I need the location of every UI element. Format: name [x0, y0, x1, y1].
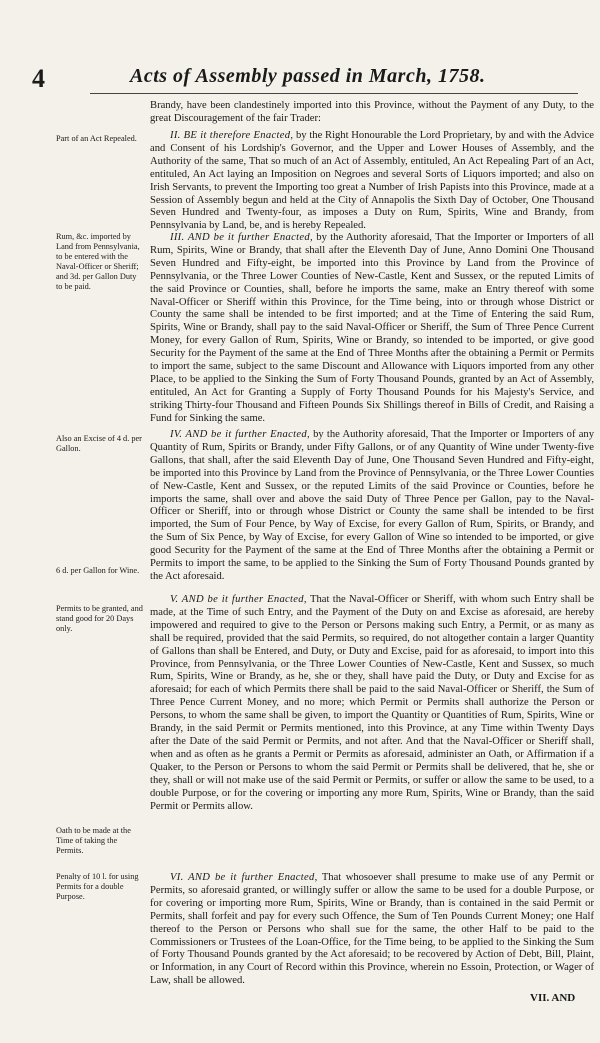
paragraph-text: by the Authority aforesaid, That the Importer or Importers of all Rum, Spirits, Wine or Brandy, that shall after the Eleventh Day of June, Anno Domini One Thousand Seven Hundred and Fifty-eight, be imported into this Province by Land from the Province of Pennsylvania, or the Three Lower Counties of New-Castle, Kent and Sussex, or the reputed Limits of the said Province or Counties, shall, before he imports the same, make an Entry thereof with some Naval-Officer or Sheriff within this Province, for the Time being, into or through whose District or County the same shall be intended to be first imported; and at the Time of Entering the said Rum, Spirits, Wine or Brandy, shall pay to the said Naval-Officer or Sheriff, the Sum of Three Pence Current Money, for every Gallon of Rum, Spirits, Wine or Brandy, so intended to be imported, or give good Security for the Payment of the same at the End of Three Months after the obtaining a Permit or Permits to import the same, subject to the same Discount and Allowance with Liquors imported from any other Place, to be applied to the Sinking the Sum of Forty Thousand Pounds, granted by an Act of Assembly, entituled, An Act for Granting a Supply of Forty Thousand Pounds for his Majesty's Service, and striking Thirty-four Thousand and Fifteen Pounds Six Shillings thereof in Bills of Credit, and Raising a Fund for Sinking the same.	[150, 232, 594, 424]
paragraph-text: Brandy, have been clandestinely imported into this Province, without the Payment of any Duty, to the great Discouragement of the fair Trader:	[150, 100, 594, 124]
paragraph-text: by the Authority aforesaid, That the Importer or Importers of any Quantity of Rum, Spirits or Brandy, under Fifty Gallons, or of any Quantity of Wine under Twenty-five Gallons, that shall, after the said Eleventh Day of June, One Thousand Seven Hundred and Fifty-eight, be imported into this Province by Land from the Province of Pennsylvania, or the Three Lower Counties of New-Castle, Kent and Sussex, or the reputed Limits of the said Province or Counties, before he imports the same, shall over and above the said Duty of Three Pence per Gallon, pay to the Naval-Officer or Sheriff, into or through whose District or County the same shall be intended to be first imported, the Sum of Four Pence, by Way of Excise, for every Gallon of Rum, Spirits, or Brandy, and the Sum of Six Pence, by Way of Excise, for every Gallon of Wine so intended to be imported, or give good Security for the Payment of the same at the End of Three Months after the obtaining a Permit or Permits to import the same, to be applied to the Sinking the Sum of Forty Thousand Pounds granted by the Act aforesaid.	[150, 429, 594, 582]
header-rule	[90, 93, 578, 94]
margin-note: Also an Excise of 4 d. per Gallon.	[56, 434, 142, 453]
paragraph-section-4	[150, 429, 594, 584]
section-lead-in: IV. AND be it further Enacted,	[170, 429, 310, 440]
paragraph-section-6	[150, 872, 594, 988]
page-number: 4	[32, 64, 45, 93]
paragraph-text: by the Right Honourable the Lord Proprietary, by and with the Advice and Consent of his Lordship's Governor, and the Upper and Lower Houses of Assembly, and the Authority of the same, That so much of an Act of Assembly, entituled, An Act Repealing Part of an Act, entituled, An Act laying an Imposition on Negroes and several Sorts of Liquors imported; and also on Irish Servants, to prevent the Importing too great a Number of Irish Papists into this Province, made at a Session of Assembly begun and held at the City of Annapolis the Sixth Day of October, One Thousand Seven Hundred and Twenty-four, as imposes a Duty on Rum, Spirits, Wine and Brandy, from Pennsylvania by Land, be, and is hereby Repealed.	[150, 130, 594, 232]
margin-note: Penalty of 10 l. for using Permits for a double Purpose.	[56, 872, 139, 901]
paragraph-text: That the Naval-Officer or Sheriff, with whom such Entry shall be made, at the Time of such Entry, and the Payment of the Duty on and Excise as aforesaid, are hereby impowered and required to give to the Person or Persons making such Entry, a Permit, or as many as shall be required, provided that the said Permits, so required, do not altogether contain a larger Quantity of Gallons than shall be Entered, and Duty, or Duty and Excise, paid for as aforesaid, to import into this Province, from Pennsylvania, or the Three Lower Counties of New-Castle, Kent and Sussex, so much Rum, Spirits, Wine or Brandy, as he, she or they, shall have paid the Duty, or Duty and Excise for as aforesaid; for each of which Permits there shall be paid to the said Naval-Officer or Sheriff, the Sum of Three Pence Current Money, and no more; which Permit or Permits shall authorize the Person or Persons, to whom the same shall be given, to import the Quantity or Quantities of Rum, Spirits, Wine or Brandy, in the said Permit or Permits mentioned, into this Province, at any Time within Twenty Days after the Date of the said Permit or Permits, and not after. And that the Naval-Officer or Sheriff shall, when and as often as he grants a Permit or Permits as aforesaid, administer an Oath, or Affirmation if a Quaker, to the Person or Persons to whom the said Permit or Permits shall be delivered, that he, she or they, shall or will not make use of the said Permit or Permits, or suffer or allow the same to be used, to a double Purpose, or for the covering or importing any more Rum, Spirits, Wine or Brandy, than the said Permit or Permits allow.	[150, 594, 594, 812]
section-lead-in: II. BE it therefore Enacted,	[170, 130, 294, 141]
margin-note: Oath to be made at the Time of taking the Permits.	[56, 826, 131, 855]
paragraph-text: That whosoever shall presume to make use of any Permit or Permits, so aforesaid granted, or willingly suffer or allow the same to be used for a double Purpose, or for covering or importing more Rum, Spirits, Wine or Brandy, than is contained in the said Permit or Permits, shall forfeit and pay for every such Offence, the Sum of Ten Pounds Current Money; one Half thereof to the Person or Persons who shall sue for the same, the other Half to be paid to the Commissioners or Trustees of the Loan-Office, for the Time being, to be applied to the Sinking the Sum of Forty Thousand Pounds granted by the Act aforesaid; to be recovered by Action of Debt, Bill, Plaint, or Information, in any Court of Record within this Province, wherein no Essoin, Protection, or Wager of Law, shall be allowed.	[150, 872, 594, 987]
running-head: Acts of Assembly passed in March, 1758.	[130, 65, 486, 87]
paragraph-section-2	[150, 130, 594, 233]
section-lead-in: VI. AND be it further Enacted,	[170, 872, 318, 883]
section-lead-in: III. AND be it further Enacted,	[170, 232, 313, 243]
paragraph-section-5	[150, 594, 594, 813]
paragraph-preamble	[150, 100, 594, 126]
catchword: VII. AND	[530, 992, 576, 1004]
margin-note: Rum, &c. imported by Land from Pennsylvania, to be entered with the Naval-Officer or Sheriff; and 3d. per Gallon Duty to be paid.	[56, 232, 140, 291]
margin-note: Permits to be granted, and stand good for 20 Days only.	[56, 604, 143, 633]
margin-note: 6 d. per Gallon for Wine.	[56, 566, 140, 575]
margin-note: Part of an Act Repealed.	[56, 134, 137, 143]
section-lead-in: V. AND be it further Enacted,	[170, 594, 307, 605]
paragraph-section-3	[150, 232, 594, 426]
